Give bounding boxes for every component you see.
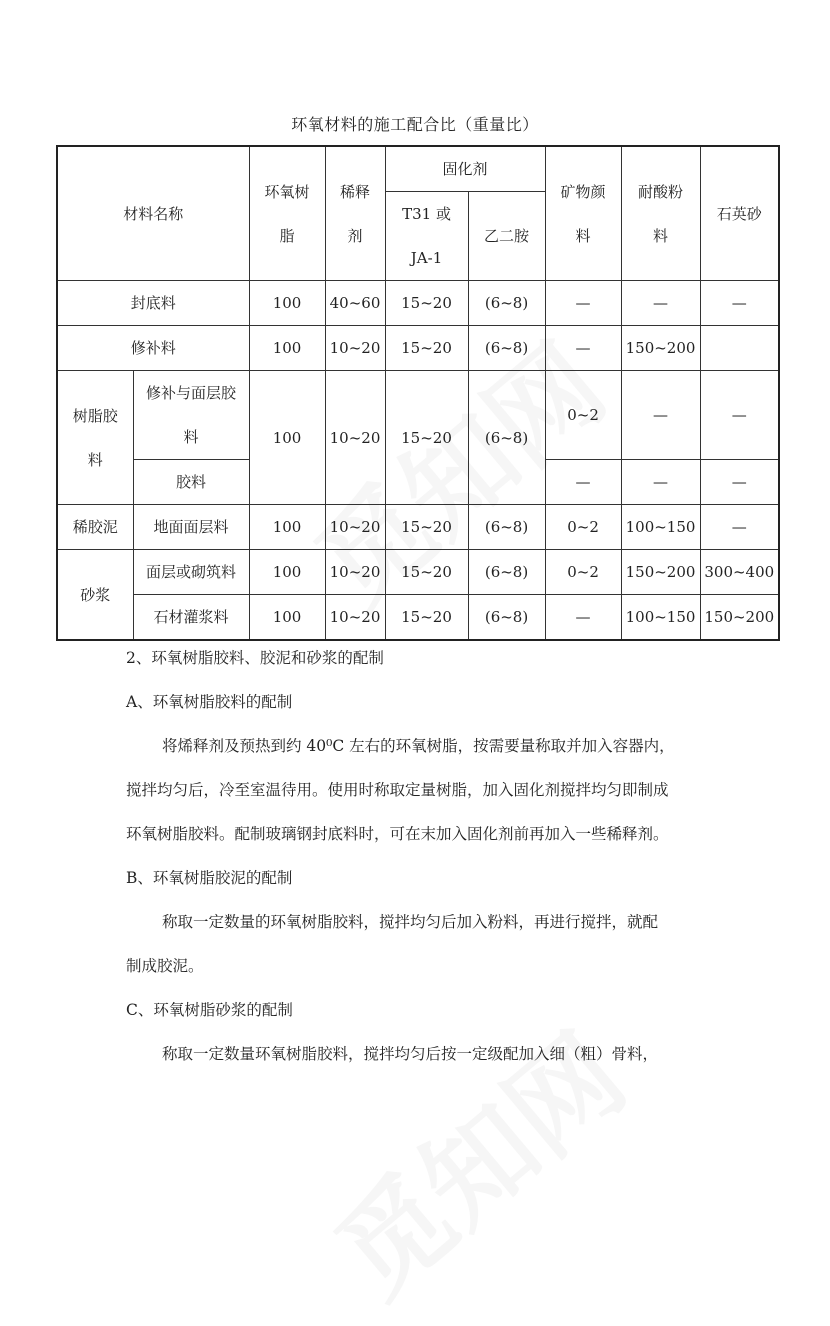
cell-diluent: 10~20 bbox=[325, 505, 385, 550]
cell-resin: 100 bbox=[249, 371, 325, 505]
header-material-name: 材料名称 bbox=[57, 146, 249, 281]
cell-resin: 100 bbox=[249, 505, 325, 550]
cell-powder: 100~150 bbox=[621, 505, 700, 550]
paragraph-b bbox=[126, 900, 711, 988]
cell-diluent: 10~20 bbox=[325, 595, 385, 641]
cell-powder: 150~200 bbox=[621, 550, 700, 595]
cell-pigment: — bbox=[545, 326, 621, 371]
header-diluent-line1: 稀释 bbox=[340, 182, 371, 201]
paragraph-b-line2: 制成胶泥。 bbox=[126, 957, 204, 975]
row-name-line1: 修补与面层胶 bbox=[146, 384, 237, 402]
header-acid-powder-line1: 耐酸粉 bbox=[638, 182, 684, 201]
group-mortar: 砂浆 bbox=[57, 550, 133, 641]
group-resin-glue-line2: 料 bbox=[87, 450, 103, 469]
row-name: 胶料 bbox=[133, 460, 249, 505]
cell-t31: 15~20 bbox=[385, 326, 468, 371]
cell-diluent: 10~20 bbox=[325, 550, 385, 595]
paragraph-c-line1: 称取一定数量环氧树脂胶料，搅拌均匀后按一定级配加入细（粗）骨料， bbox=[162, 1045, 659, 1063]
cell-sand: — bbox=[700, 371, 779, 460]
cell-t31: 15~20 bbox=[385, 595, 468, 641]
cell-eda: (6~8) bbox=[468, 281, 545, 326]
cell-resin: 100 bbox=[249, 281, 325, 326]
group-resin-glue bbox=[57, 371, 133, 505]
row-name-line2: 料 bbox=[183, 428, 199, 446]
cell-eda: (6~8) bbox=[468, 505, 545, 550]
cell-sand: — bbox=[700, 281, 779, 326]
cell-t31: 15~20 bbox=[385, 371, 468, 505]
table-row bbox=[57, 371, 779, 460]
paragraph-a-line3: 环氧树脂胶料。配制玻璃钢封底料时，可在末加入固化剂前再加入一些稀释剂。 bbox=[126, 825, 669, 843]
paragraph-b-line1: 称取一定数量的环氧树脂胶料，搅拌均匀后加入粉料，再进行搅拌，就配 bbox=[162, 913, 659, 931]
cell-pigment: — bbox=[545, 460, 621, 505]
cell-resin: 100 bbox=[249, 326, 325, 371]
header-resin-line2: 脂 bbox=[279, 226, 295, 245]
cell-resin: 100 bbox=[249, 595, 325, 641]
cell-pigment: — bbox=[545, 595, 621, 641]
header-acid-powder-line2: 料 bbox=[653, 226, 669, 245]
cell-t31: 15~20 bbox=[385, 281, 468, 326]
cell-sand: — bbox=[700, 505, 779, 550]
header-pigment bbox=[545, 146, 621, 281]
table-row bbox=[57, 595, 779, 641]
cell-eda: (6~8) bbox=[468, 371, 545, 505]
header-pigment-line2: 料 bbox=[575, 226, 591, 245]
header-resin-line1: 环氧树 bbox=[264, 182, 310, 201]
cell-sand: — bbox=[700, 460, 779, 505]
cell-powder: — bbox=[621, 281, 700, 326]
header-t31-line1: T31 或 bbox=[402, 205, 451, 223]
paragraph-a bbox=[126, 724, 726, 856]
cell-powder: 100~150 bbox=[621, 595, 700, 641]
cell-eda: (6~8) bbox=[468, 326, 545, 371]
cell-powder: 150~200 bbox=[621, 326, 700, 371]
table-row bbox=[57, 326, 779, 371]
cell-powder: — bbox=[621, 460, 700, 505]
table-title: 环氧材料的施工配合比（重量比） bbox=[291, 115, 539, 134]
header-pigment-line1: 矿物颜 bbox=[560, 182, 606, 201]
cell-diluent: 10~20 bbox=[325, 326, 385, 371]
header-diluent-line2: 剂 bbox=[347, 226, 363, 245]
header-acid-powder bbox=[621, 146, 700, 281]
section-heading-a: A、环氧树脂胶料的配制 bbox=[126, 693, 293, 711]
section-heading-2: 2、环氧树脂胶料、胶泥和砂浆的配制 bbox=[126, 649, 384, 667]
header-t31-line2: JA-1 bbox=[410, 249, 443, 267]
table-row bbox=[57, 505, 779, 550]
header-diluent bbox=[325, 146, 385, 281]
row-name: 地面面层料 bbox=[133, 505, 249, 550]
cell-pigment: 0~2 bbox=[545, 505, 621, 550]
header-t31 bbox=[385, 192, 468, 281]
header-ethylenediamine: 乙二胺 bbox=[468, 192, 545, 281]
row-name: 修补料 bbox=[57, 326, 249, 371]
cell-eda: (6~8) bbox=[468, 550, 545, 595]
header-resin bbox=[249, 146, 325, 281]
row-name: 封底料 bbox=[57, 281, 249, 326]
group-resin-glue-line1: 树脂胶 bbox=[72, 406, 118, 425]
section-heading-b: B、环氧树脂胶泥的配制 bbox=[126, 869, 293, 887]
cell-sand: 300~400 bbox=[700, 550, 779, 595]
table-row bbox=[57, 281, 779, 326]
row-name: 石材灌浆料 bbox=[133, 595, 249, 641]
header-curing-agent: 固化剂 bbox=[385, 146, 545, 192]
cell-sand: 150~200 bbox=[700, 595, 779, 641]
paragraph-a-line1: 将烯释剂及预热到约 40⁰C 左右的环氧树脂，按需要量称取并加入容器内， bbox=[162, 737, 675, 755]
row-name bbox=[133, 371, 249, 460]
cell-t31: 15~20 bbox=[385, 505, 468, 550]
cell-pigment: 0~2 bbox=[545, 371, 621, 460]
cell-diluent: 10~20 bbox=[325, 371, 385, 505]
cell-pigment: 0~2 bbox=[545, 550, 621, 595]
section-heading-c: C、环氧树脂砂浆的配制 bbox=[126, 1001, 293, 1019]
cell-sand bbox=[700, 326, 779, 371]
cell-pigment: — bbox=[545, 281, 621, 326]
group-putty: 稀胶泥 bbox=[57, 505, 133, 550]
mix-ratio-table bbox=[56, 145, 780, 641]
cell-diluent: 40~60 bbox=[325, 281, 385, 326]
paragraph-c bbox=[126, 1032, 711, 1076]
cell-powder: — bbox=[621, 371, 700, 460]
paragraph-a-line2: 搅拌均匀后，冷至室温待用。使用时称取定量树脂，加入固化剂搅拌均匀即制成 bbox=[126, 781, 669, 799]
row-name: 面层或砌筑料 bbox=[133, 550, 249, 595]
header-quartz-sand: 石英砂 bbox=[700, 146, 779, 281]
cell-t31: 15~20 bbox=[385, 550, 468, 595]
table-row bbox=[57, 550, 779, 595]
cell-resin: 100 bbox=[249, 550, 325, 595]
cell-eda: (6~8) bbox=[468, 595, 545, 641]
